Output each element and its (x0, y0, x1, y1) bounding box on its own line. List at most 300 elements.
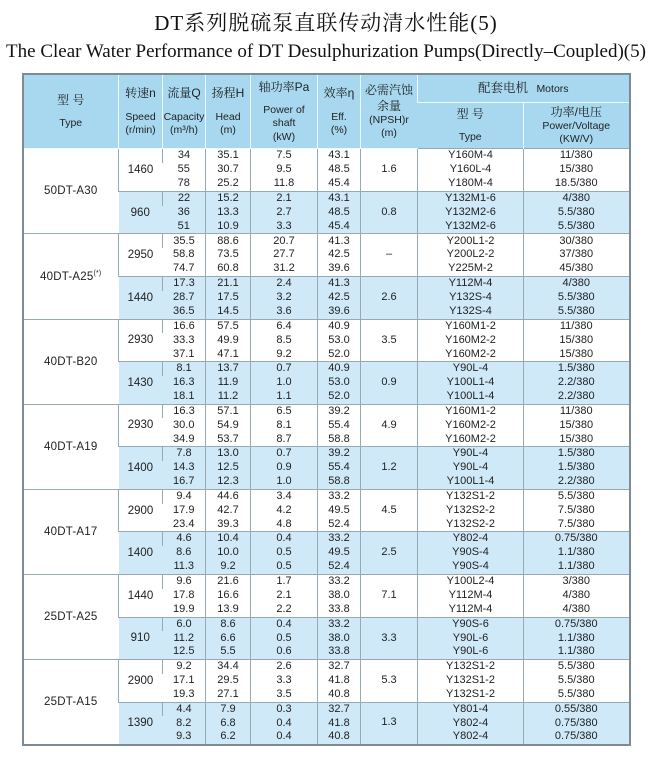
shaft-power-value: 2.4 (251, 277, 318, 291)
motor-type: Y160M1-2 (418, 404, 524, 418)
motor-type: Y132M2-6 (418, 206, 524, 220)
head-value: 13.3 (206, 206, 251, 220)
table-row (23, 234, 630, 248)
capacity-value: 35.5 (163, 234, 206, 248)
shaft-power-value: 1.1 (251, 390, 318, 404)
pump-model-label: 40DT-A17 (44, 525, 98, 538)
motor-type: Y200L1-2 (418, 234, 524, 248)
motor-type: Y112M-4 (418, 277, 524, 291)
speed-value: 960 (119, 191, 163, 234)
motor-type: Y132S1-2 (418, 489, 524, 503)
pump-model-label: 25DT-A15 (44, 695, 98, 708)
efficiency-value: 52.0 (318, 347, 361, 361)
motor-type: Y132S1-2 (418, 688, 524, 702)
motor-power-voltage: 15/380 (524, 347, 630, 361)
shaft-power-value: 1.0 (251, 475, 318, 489)
speed-value: 2930 (119, 404, 163, 447)
motor-power-voltage: 5.5/380 (524, 489, 630, 503)
capacity-value: 6.0 (163, 617, 206, 631)
motor-power-voltage: 15/380 (524, 163, 630, 177)
head-value: 60.8 (206, 262, 251, 276)
motor-type: Y160M2-2 (418, 333, 524, 347)
table-row (23, 574, 630, 588)
efficiency-value: 40.9 (318, 319, 361, 333)
efficiency-value: 48.5 (318, 163, 361, 177)
shaft-power-value: 0.5 (251, 631, 318, 645)
capacity-value: 22 (163, 191, 206, 205)
pump-model-label: 40DT-B20 (44, 355, 98, 368)
capacity-value: 9.4 (163, 489, 206, 503)
head-value: 49.9 (206, 333, 251, 347)
capacity-value: 36 (163, 206, 206, 220)
motor-type: Y802-4 (418, 532, 524, 546)
head-value: 47.1 (206, 347, 251, 361)
motor-type: Y112M-4 (418, 589, 524, 603)
pump-model (23, 319, 119, 404)
npsh-value: 0.8 (361, 191, 418, 234)
page-title-chinese: DT系列脱硫泵直联传动清水性能(5) (154, 11, 498, 35)
head-value: 14.5 (206, 305, 251, 319)
speed-value: 1440 (119, 574, 163, 617)
header-motors-zh: 配套电机 (477, 81, 528, 96)
head-value: 10.4 (206, 532, 251, 546)
table-header (23, 74, 630, 149)
motor-type: Y160M2-2 (418, 433, 524, 447)
table-row (23, 149, 630, 163)
shaft-power-value: 4.8 (251, 518, 318, 532)
shaft-power-value: 0.4 (251, 716, 318, 730)
efficiency-value: 40.8 (318, 731, 361, 745)
efficiency-value: 42.5 (318, 248, 361, 262)
shaft-power-value: 0.7 (251, 362, 318, 376)
efficiency-value: 49.5 (318, 546, 361, 560)
efficiency-value: 52.4 (318, 518, 361, 532)
head-value: 8.6 (206, 617, 251, 631)
motor-power-voltage: 0.75/380 (524, 716, 630, 730)
efficiency-value: 52.4 (318, 560, 361, 574)
header-shaft-power-en2: shaft (272, 117, 296, 130)
motor-power-voltage: 7.5/380 (524, 518, 630, 532)
header-npsh (361, 74, 418, 149)
shaft-power-value: 1.0 (251, 376, 318, 390)
capacity-value: 8.2 (163, 716, 206, 730)
header-motor-type-zh: 型 号 (456, 106, 484, 121)
table-row (23, 660, 630, 674)
shaft-power-value: 0.4 (251, 532, 318, 546)
pump-model (23, 574, 119, 659)
efficiency-value: 33.8 (318, 645, 361, 659)
shaft-power-value: 31.2 (251, 262, 318, 276)
shaft-power-value: 3.3 (251, 220, 318, 234)
speed-value: 2930 (119, 319, 163, 362)
capacity-value: 11.3 (163, 560, 206, 574)
motor-power-voltage: 5.5/380 (524, 674, 630, 688)
motor-power-voltage: 2.2/380 (524, 376, 630, 390)
head-value: 13.0 (206, 447, 251, 461)
npsh-value: 3.5 (361, 319, 418, 362)
head-value: 17.5 (206, 291, 251, 305)
head-value: 29.5 (206, 674, 251, 688)
efficiency-value: 45.4 (318, 220, 361, 234)
header-shaft-power (251, 74, 318, 149)
efficiency-value: 33.2 (318, 532, 361, 546)
motor-power-voltage: 1.1/380 (524, 546, 630, 560)
motor-type: Y100L1-4 (418, 390, 524, 404)
shaft-power-value: 2.7 (251, 206, 318, 220)
shaft-power-value: 0.7 (251, 447, 318, 461)
motor-power-voltage: 5.5/380 (524, 305, 630, 319)
header-efficiency-unit: (%) (330, 123, 348, 136)
shaft-power-value: 8.1 (251, 418, 318, 432)
motor-type: Y90L-4 (418, 461, 524, 475)
shaft-power-value: 9.2 (251, 347, 318, 361)
capacity-value: 23.4 (163, 518, 206, 532)
efficiency-value: 53.0 (318, 376, 361, 390)
header-motors-group (418, 74, 630, 102)
header-speed-unit: (r/min) (125, 123, 156, 136)
shaft-power-value: 3.5 (251, 688, 318, 702)
header-npsh-unit: (m) (381, 127, 397, 140)
motor-type: Y132M2-6 (418, 220, 524, 234)
header-capacity (163, 74, 206, 149)
head-value: 27.1 (206, 688, 251, 702)
efficiency-value: 40.8 (318, 688, 361, 702)
motor-power-voltage: 5.5/380 (524, 660, 630, 674)
capacity-value: 11.2 (163, 631, 206, 645)
efficiency-value: 39.6 (318, 305, 361, 319)
motor-power-voltage: 4/380 (524, 589, 630, 603)
motor-power-voltage: 37/380 (524, 248, 630, 262)
shaft-power-value: 20.7 (251, 234, 318, 248)
header-npsh-en: (NPSH)r (369, 114, 409, 127)
header-motor-power-unit: (KW/V) (559, 133, 594, 146)
header-speed-en: Speed (125, 110, 156, 123)
motor-type: Y100L2-4 (418, 574, 524, 588)
capacity-value: 33.3 (163, 333, 206, 347)
speed-value: 1440 (119, 277, 163, 320)
pump-model (23, 660, 119, 745)
header-head-zh: 扬程H (211, 86, 245, 101)
capacity-value: 30.0 (163, 418, 206, 432)
header-type-zh: 型 号 (57, 92, 85, 107)
head-value: 21.1 (206, 277, 251, 291)
speed-value: 1400 (119, 532, 163, 575)
capacity-value: 17.1 (163, 674, 206, 688)
head-value: 57.5 (206, 319, 251, 333)
capacity-value: 9.2 (163, 660, 206, 674)
capacity-value: 8.1 (163, 362, 206, 376)
motor-type: Y160M2-2 (418, 418, 524, 432)
efficiency-value: 39.2 (318, 447, 361, 461)
motor-power-voltage: 1.5/380 (524, 447, 630, 461)
capacity-value: 19.9 (163, 603, 206, 617)
efficiency-value: 58.8 (318, 475, 361, 489)
npsh-value: 2.5 (361, 532, 418, 575)
efficiency-value: 38.0 (318, 631, 361, 645)
capacity-value: 37.1 (163, 347, 206, 361)
efficiency-value: 55.4 (318, 418, 361, 432)
shaft-power-value: 0.9 (251, 461, 318, 475)
head-value: 12.3 (206, 475, 251, 489)
capacity-value: 36.5 (163, 305, 206, 319)
header-shaft-power-en1: Power of (263, 104, 305, 117)
shaft-power-value: 3.4 (251, 489, 318, 503)
shaft-power-value: 11.8 (251, 177, 318, 191)
header-efficiency-en: Eff. (331, 110, 347, 123)
pump-model (23, 234, 119, 319)
head-value: 16.6 (206, 589, 251, 603)
motor-type: Y90L-4 (418, 447, 524, 461)
motor-power-voltage: 1.1/380 (524, 645, 630, 659)
head-value: 25.2 (206, 177, 251, 191)
motor-type: Y801-4 (418, 702, 524, 716)
efficiency-value: 43.1 (318, 191, 361, 205)
shaft-power-value: 4.2 (251, 504, 318, 518)
header-efficiency (318, 74, 361, 149)
motor-type: Y802-4 (418, 731, 524, 745)
motor-type: Y160L-4 (418, 163, 524, 177)
page-title-english: The Clear Water Performance of DT Desulphurization Pumps(Directly–Coupled)(5) (6, 41, 646, 62)
motor-type: Y112M-4 (418, 603, 524, 617)
efficiency-value: 49.5 (318, 504, 361, 518)
motor-power-voltage: 0.75/380 (524, 532, 630, 546)
table-row (23, 489, 630, 503)
motor-type: Y160M1-2 (418, 319, 524, 333)
shaft-power-value: 0.6 (251, 645, 318, 659)
motor-type: Y90S-6 (418, 617, 524, 631)
head-value: 42.7 (206, 504, 251, 518)
head-value: 10.9 (206, 220, 251, 234)
npsh-value: – (361, 234, 418, 277)
header-capacity-en: Capacity (163, 110, 205, 123)
capacity-value: 55 (163, 163, 206, 177)
header-motor-power (524, 102, 630, 149)
shaft-power-value: 3.6 (251, 305, 318, 319)
table-row (23, 404, 630, 418)
efficiency-value: 48.5 (318, 206, 361, 220)
capacity-value: 9.3 (163, 731, 206, 745)
motor-type: Y90S-4 (418, 560, 524, 574)
motor-type: Y90L-4 (418, 362, 524, 376)
header-head-unit: (m) (220, 123, 236, 136)
motor-power-voltage: 2.2/380 (524, 475, 630, 489)
head-value: 44.6 (206, 489, 251, 503)
motor-power-voltage: 30/380 (524, 234, 630, 248)
capacity-value: 16.3 (163, 376, 206, 390)
header-shaft-power-unit: (kW) (272, 130, 296, 143)
efficiency-value: 55.4 (318, 461, 361, 475)
head-value: 57.1 (206, 404, 251, 418)
efficiency-value: 32.7 (318, 702, 361, 716)
head-value: 5.5 (206, 645, 251, 659)
motor-type: Y132S-4 (418, 291, 524, 305)
motor-power-voltage: 0.75/380 (524, 617, 630, 631)
head-value: 10.0 (206, 546, 251, 560)
npsh-value: 1.2 (361, 447, 418, 490)
head-value: 54.9 (206, 418, 251, 432)
motor-power-voltage: 11/380 (524, 149, 630, 163)
efficiency-value: 52.0 (318, 390, 361, 404)
pump-model-label: 40DT-A19 (44, 440, 98, 453)
efficiency-value: 32.7 (318, 660, 361, 674)
motor-power-voltage: 2.2/380 (524, 390, 630, 404)
capacity-value: 4.4 (163, 702, 206, 716)
motor-power-voltage: 5.5/380 (524, 291, 630, 305)
efficiency-value: 33.2 (318, 574, 361, 588)
head-value: 53.7 (206, 433, 251, 447)
shaft-power-value: 2.2 (251, 603, 318, 617)
motor-power-voltage: 3/380 (524, 574, 630, 588)
npsh-value: 5.3 (361, 660, 418, 703)
npsh-value: 4.9 (361, 404, 418, 447)
header-motor-type-en: Type (458, 131, 482, 144)
shaft-power-value: 0.4 (251, 731, 318, 745)
capacity-value: 14.3 (163, 461, 206, 475)
head-value: 7.9 (206, 702, 251, 716)
capacity-value: 74.7 (163, 262, 206, 276)
header-type (23, 74, 119, 149)
efficiency-value: 39.2 (318, 404, 361, 418)
motor-power-voltage: 0.55/380 (524, 702, 630, 716)
shaft-power-value: 8.7 (251, 433, 318, 447)
motor-type: Y100L1-4 (418, 376, 524, 390)
motor-type: Y160M2-2 (418, 347, 524, 361)
shaft-power-value: 3.3 (251, 674, 318, 688)
capacity-value: 34.9 (163, 433, 206, 447)
npsh-value: 4.5 (361, 489, 418, 532)
head-value: 88.6 (206, 234, 251, 248)
speed-value: 1430 (119, 362, 163, 405)
head-value: 21.6 (206, 574, 251, 588)
speed-value: 1460 (119, 149, 163, 192)
shaft-power-value: 0.5 (251, 560, 318, 574)
motor-power-voltage: 15/380 (524, 418, 630, 432)
motor-type: Y132S1-2 (418, 674, 524, 688)
shaft-power-value: 27.7 (251, 248, 318, 262)
header-speed-zh: 转速n (125, 86, 156, 101)
capacity-value: 28.7 (163, 291, 206, 305)
shaft-power-value: 0.4 (251, 617, 318, 631)
speed-value: 910 (119, 617, 163, 660)
npsh-value: 1.3 (361, 702, 418, 745)
shaft-power-value: 6.4 (251, 319, 318, 333)
capacity-value: 17.3 (163, 277, 206, 291)
npsh-value: 1.6 (361, 149, 418, 192)
shaft-power-value: 0.5 (251, 546, 318, 560)
pump-model-label: 25DT-A25 (44, 611, 98, 623)
header-capacity-unit: (m³/h) (170, 123, 198, 136)
pump-model (23, 489, 119, 574)
efficiency-value: 45.4 (318, 177, 361, 191)
pump-model-label: 50DT-A30 (44, 185, 98, 198)
motor-power-voltage: 18.5/380 (524, 177, 630, 191)
shaft-power-value: 2.1 (251, 191, 318, 205)
efficiency-value: 33.2 (318, 489, 361, 503)
efficiency-value: 58.8 (318, 433, 361, 447)
motor-type: Y90S-4 (418, 546, 524, 560)
shaft-power-value: 0.3 (251, 702, 318, 716)
head-value: 35.1 (206, 149, 251, 163)
header-efficiency-zh: 效率η (323, 86, 355, 101)
capacity-value: 4.6 (163, 532, 206, 546)
npsh-value: 2.6 (361, 277, 418, 320)
capacity-value: 51 (163, 220, 206, 234)
motor-power-voltage: 7.5/380 (524, 504, 630, 518)
header-motor-type (418, 102, 524, 149)
head-value: 30.7 (206, 163, 251, 177)
speed-value: 2900 (119, 489, 163, 532)
header-shaft-power-zh: 轴功率Pa (258, 79, 310, 94)
head-value: 11.2 (206, 390, 251, 404)
efficiency-value: 33.2 (318, 617, 361, 631)
motor-power-voltage: 1.5/380 (524, 461, 630, 475)
shaft-power-value: 8.5 (251, 333, 318, 347)
motor-type: Y200L2-2 (418, 248, 524, 262)
pump-model (23, 404, 119, 489)
capacity-value: 16.6 (163, 319, 206, 333)
table-row (23, 319, 630, 333)
capacity-value: 18.1 (163, 390, 206, 404)
motor-power-voltage: 4/380 (524, 191, 630, 205)
pump-performance-table (22, 73, 631, 746)
table-body (23, 149, 630, 745)
head-value: 39.3 (206, 518, 251, 532)
motor-type: Y225M-2 (418, 262, 524, 276)
capacity-value: 16.3 (163, 404, 206, 418)
motor-power-voltage: 15/380 (524, 433, 630, 447)
motor-power-voltage: 45/380 (524, 262, 630, 276)
efficiency-value: 33.8 (318, 603, 361, 617)
pump-model-label: 40DT-A25 (40, 270, 94, 283)
motor-type: Y132M1-6 (418, 191, 524, 205)
efficiency-value: 39.6 (318, 262, 361, 276)
head-value: 11.9 (206, 376, 251, 390)
efficiency-value: 40.9 (318, 362, 361, 376)
motor-power-voltage: 1.1/380 (524, 631, 630, 645)
shaft-power-value: 7.5 (251, 149, 318, 163)
capacity-value: 16.7 (163, 475, 206, 489)
header-type-en: Type (59, 117, 83, 130)
header-motor-power-zh: 功率/电压 (550, 104, 602, 119)
speed-value: 1390 (119, 702, 163, 745)
capacity-value: 17.8 (163, 589, 206, 603)
head-value: 6.6 (206, 631, 251, 645)
motor-power-voltage: 5.5/380 (524, 688, 630, 702)
capacity-value: 58.8 (163, 248, 206, 262)
capacity-value: 12.5 (163, 645, 206, 659)
header-head-en: Head (215, 110, 241, 123)
capacity-value: 9.6 (163, 574, 206, 588)
header-capacity-zh: 流量Q (167, 86, 201, 101)
motor-power-voltage: 4/380 (524, 603, 630, 617)
npsh-value: 0.9 (361, 362, 418, 405)
shaft-power-value: 6.5 (251, 404, 318, 418)
npsh-value: 7.1 (361, 574, 418, 617)
efficiency-value: 41.8 (318, 716, 361, 730)
efficiency-value: 41.8 (318, 674, 361, 688)
efficiency-value: 41.3 (318, 277, 361, 291)
motor-type: Y90L-6 (418, 631, 524, 645)
motor-power-voltage: 11/380 (524, 404, 630, 418)
head-value: 15.2 (206, 191, 251, 205)
motor-power-voltage: 5.5/380 (524, 220, 630, 234)
head-value: 73.5 (206, 248, 251, 262)
capacity-value: 34 (163, 149, 206, 163)
motor-type: Y132S1-2 (418, 660, 524, 674)
motor-power-voltage: 4/380 (524, 277, 630, 291)
header-motors-en: Motors (536, 83, 569, 96)
shaft-power-value: 1.7 (251, 574, 318, 588)
